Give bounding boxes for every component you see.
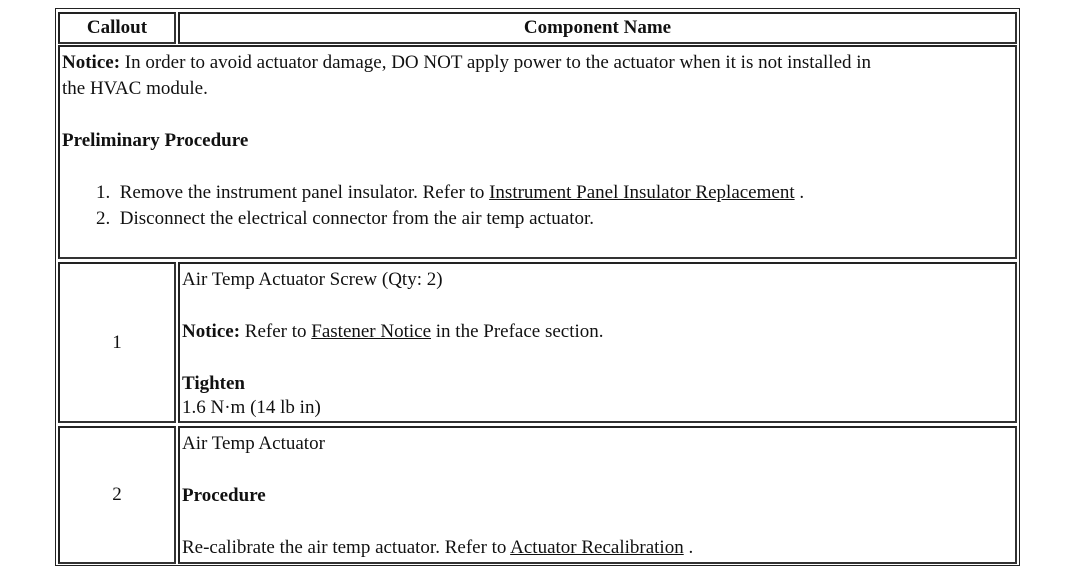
row-2-component (178, 426, 1017, 564)
step-text: Remove the instrument panel insulator. Refer to (119, 182, 490, 203)
notice-label: Notice: (182, 321, 241, 342)
fastener-notice (182, 320, 604, 344)
row-1-component (178, 262, 1017, 423)
procedure-text (182, 536, 693, 560)
header-component-name: Component Name (178, 12, 1017, 44)
procedure-text-body: Re-calibrate the air temp actuator. Refer to (182, 537, 511, 558)
notice-cell (58, 45, 1017, 259)
fastener-notice-link[interactable]: Fastener Notice (311, 321, 432, 342)
notice-line2: the HVAC module. (62, 78, 208, 99)
step-text-after: . (794, 182, 805, 203)
step-number: 2. (96, 208, 111, 229)
header-callout: Callout (58, 12, 176, 44)
tighten-label: Tighten (182, 373, 246, 394)
instrument-panel-insulator-link[interactable]: Instrument Panel Insulator Replacement (489, 182, 795, 203)
notice-text: Refer to (240, 321, 312, 342)
procedure-label: Procedure (182, 485, 266, 506)
notice-line1 (62, 51, 871, 75)
step-1 (96, 181, 804, 205)
callout-2: 2 (58, 426, 176, 564)
component-name: Air Temp Actuator Screw (Qty: 2) (182, 269, 443, 290)
torque-value: 1.6 N·m (14 lb in) (182, 397, 321, 418)
notice-text-after: in the Preface section. (431, 321, 604, 342)
procedure-text-after: . (683, 537, 694, 558)
actuator-recalibration-link[interactable]: Actuator Recalibration (510, 537, 684, 558)
notice-text: In order to avoid actuator damage, DO NOT apply power to the actuator when it is not installed in (120, 52, 872, 73)
step-text: Disconnect the electrical connector from the air temp actuator. (119, 208, 595, 229)
component-name: Air Temp Actuator (182, 433, 325, 454)
notice-label: Notice: (62, 52, 121, 73)
step-number: 1. (96, 182, 111, 203)
step-2 (96, 207, 594, 231)
callout-1: 1 (58, 262, 176, 423)
preliminary-procedure-title: Preliminary Procedure (62, 130, 249, 151)
